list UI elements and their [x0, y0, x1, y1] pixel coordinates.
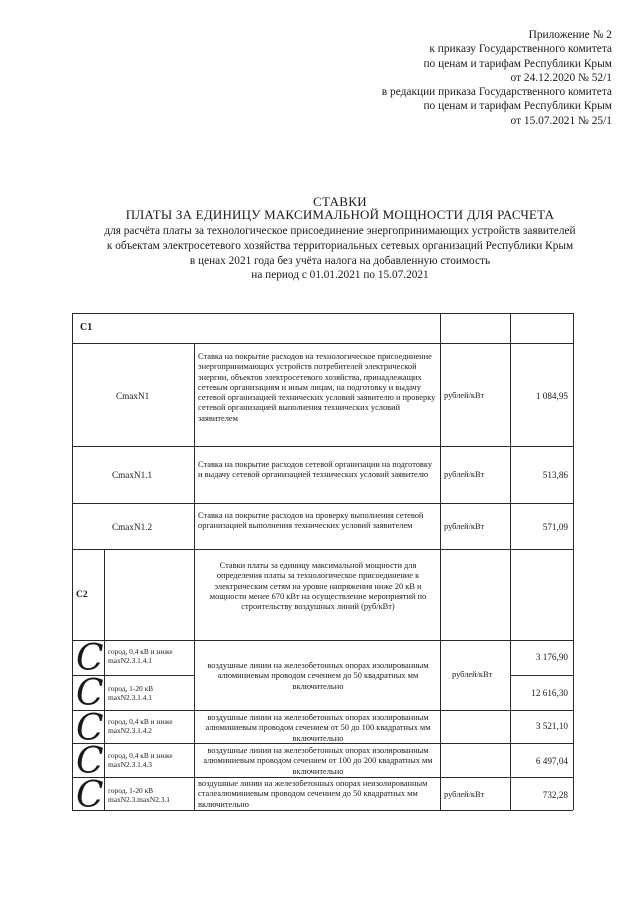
merged-unit: рублей/кВт: [452, 670, 493, 679]
subrow-code: maxN2.3.1.4.1: [108, 656, 152, 665]
rate-description: воздушные линии на железобетонных опорах изолированным алюминиевым проводом сечением от 50 до 100 квадратных мм включительно: [205, 713, 431, 743]
rate-price: 1 084,95: [535, 391, 568, 401]
table-rule: [72, 549, 573, 550]
table-rule: [72, 777, 573, 778]
header-line: по ценам и тарифам Республики Крым: [423, 100, 612, 113]
table-rule: [194, 343, 195, 810]
rate-price: 513,86: [542, 470, 568, 480]
rate-description: воздушные линии на железобетонных опорах изолированным алюминиевым проводом сечением от 100 до 200 квадратных мм включительно: [203, 746, 433, 776]
header-line: по ценам и тарифам Республики Крым: [423, 57, 612, 70]
table-rule: [72, 503, 573, 504]
document-title-line2: ПЛАТЫ ЗА ЕДИНИЦУ МАКСИМАЛЬНОЙ МОЩНОСТИ ДЛЯ РАСЧЕТА: [125, 207, 555, 222]
merged-description: воздушные линии на железобетонных опорах изолированным алюминиевым проводом сечением до 50 квадратных мм включительно: [207, 661, 429, 691]
subrow-code: maxN2.3.1.4.2: [108, 726, 152, 735]
subrow-code: maxN2.3.maxN2.3.1: [108, 795, 170, 804]
document-subtitle: [40, 224, 640, 283]
subrow-code: maxN2.3.1.4.1: [108, 693, 152, 702]
appendix-header: [272, 28, 612, 128]
section-description: Ставки платы за единицу максимальной мощности для определения платы за технологическое присоединение к электрическим сетям на уровне напряжения ниже 20 кВ и мощности менее 670 кВт на осуществление мероприятий по строительству воздушных линий (руб/кВт): [209, 561, 427, 612]
document-title: СТАВКИ: [313, 194, 367, 209]
rate-description: Ставка на покрытие расходов на проверку выполнения сетевой организацией выполнения технических условий заявителем: [198, 511, 424, 531]
header-line: в редакции приказа Государственного комитета: [381, 86, 612, 99]
subrow-label: [108, 717, 194, 735]
table-rule: [72, 313, 73, 810]
subrow-code: maxN2.3.1.4.3: [108, 760, 152, 769]
subrow-location: город, 1-20 кВ: [108, 786, 154, 795]
rate-price: 12 616,30: [531, 688, 568, 698]
table-rule: [72, 810, 573, 811]
table-rule: [72, 640, 573, 641]
table-rule: [510, 675, 573, 676]
header-line: Приложение № 2: [528, 29, 612, 41]
table-rule: [72, 313, 573, 314]
rate-code: CmaxN1.1: [112, 470, 153, 480]
subrow-location: город, 0,4 кВ и ниже: [108, 717, 173, 726]
table-rule: [72, 446, 573, 447]
subrow-location: город, 1-20 кВ: [108, 684, 154, 693]
section-code-c2: C2: [76, 590, 88, 600]
table-rule: [440, 313, 441, 810]
rate-code: CmaxN1.2: [112, 522, 153, 532]
table-rule: [104, 549, 105, 810]
table-rule: [573, 313, 574, 810]
subrow-label: [108, 647, 194, 665]
rate-code: CmaxN1: [116, 391, 150, 401]
table-rule: [510, 313, 511, 810]
subrow-label: [108, 786, 194, 804]
table-rule: [72, 343, 573, 344]
rate-price: 571,09: [542, 522, 568, 532]
header-line: от 15.07.2021 № 25/1: [510, 114, 612, 127]
header-line: к приказу Государственного комитета: [429, 43, 612, 56]
rate-unit: рублей/кВт: [444, 790, 485, 799]
c-symbol: C: [76, 673, 104, 714]
subtitle-line: на период с 01.01.2021 по 15.07.2021: [251, 269, 429, 282]
rate-description: Ставка на покрытие расходов на технологическое присоединение энергопринимающих устройств потребителей электрической энергии, объектов электросетевого хозяйства, принадлежащих сетевым организациям и иным лицам, на подготовку и выдачу сетевой организацией технических условий заявителю и проверку сетевой организацией выполнения технических условий заявителем: [198, 352, 436, 423]
rate-price: 6 497,04: [535, 756, 568, 766]
c-symbol: C: [76, 775, 104, 816]
subtitle-line: в ценах 2021 года без учёта налога на добавленную стоимость: [189, 254, 491, 267]
rate-unit: рублей/кВт: [444, 470, 485, 479]
rate-unit: рублей/кВт: [444, 391, 485, 400]
rate-description: Ставка на покрытие расходов сетевой организации на подготовку и выдачу сетевой организацией технических условий заявителю: [198, 460, 433, 480]
subtitle-line: для расчёта платы за технологическое присоединение энергопринимающих устройств заявителей: [104, 225, 576, 237]
subrow-location: город, 0,4 кВ и ниже: [108, 751, 173, 760]
c-symbol: C: [76, 638, 104, 679]
rate-price: 3 521,10: [535, 721, 568, 731]
table-rule: [72, 710, 573, 711]
subrow-label: [108, 684, 194, 702]
c-symbol: C: [76, 741, 104, 782]
rate-price: 732,28: [542, 790, 568, 800]
rate-description: воздушные линии на железобетонных опорах неизолированным сталеалюминиевым проводом сечением до 50 квадратных мм включительно: [198, 779, 428, 809]
section-code-c1: C1: [80, 322, 93, 333]
c-symbol: C: [76, 708, 104, 749]
rate-price: 3 176,90: [535, 652, 568, 662]
header-line: от 24.12.2020 № 52/1: [510, 71, 612, 84]
subrow-label: [108, 751, 194, 769]
rate-unit: рублей/кВт: [444, 522, 485, 531]
subtitle-line: к объектам электросетевого хозяйства территориальных сетевых организаций Республики Крым: [106, 239, 574, 252]
subrow-location: город, 0,4 кВ и ниже: [108, 647, 173, 656]
